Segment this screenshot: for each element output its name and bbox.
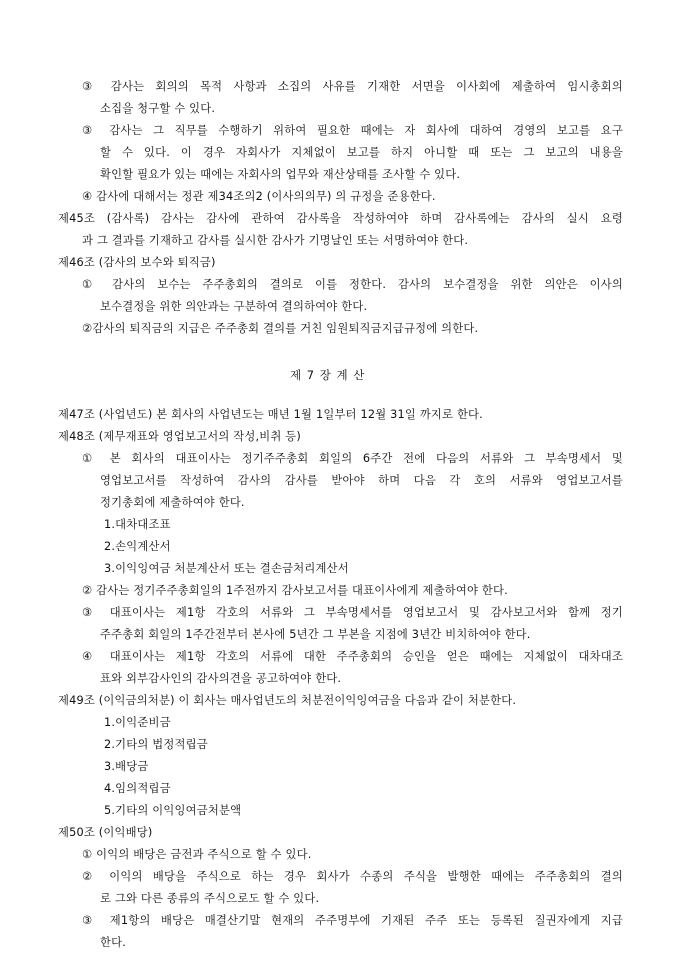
article-48-clause-3-line-2: 주주총회 회일의 1주간전부터 본사에 5년간 그 부본을 지점에 3년간 비치하여야 한다. bbox=[100, 628, 531, 641]
article-46-clause-1-line-2: 보수결정을 위한 의안과는 구분하여 결의하여야 한다. bbox=[100, 300, 368, 313]
article-48-clause-1-line-2: 영업보고서를 작성하여 감사의 감사를 받아야 하며 다음 각 호의 서류와 영업보고서를 bbox=[100, 474, 623, 487]
article-48-clause-1-line-1: ① 본 회사의 대표이사는 정기주주총회 회일의 6주간 전에 다음의 서류와 그 부속명세서 및 bbox=[82, 452, 623, 465]
article-50-clause-3-line-2: 한다. bbox=[100, 936, 127, 949]
article-44-clause-3-line-2: 할 수 있다. 이 경우 자회사가 지체없이 보고를 하지 아니할 때 또는 그 보고의 내용을 bbox=[100, 146, 623, 159]
article-44-clause-3-line-1: ③ 감사는 그 직무를 수행하기 위하여 필요한 때에는 자 회사에 대하여 경영의 보고를 요구 bbox=[82, 124, 623, 137]
article-48-clause-1-line-3: 정기총회에 제출하여야 한다. bbox=[100, 496, 245, 509]
chapter-7-heading: 제 7 장 계 산 bbox=[290, 368, 366, 382]
article-49-list-item-5: 5.기타의 이익잉여금처분액 bbox=[104, 804, 242, 817]
article-44-clause-2-line-1: ③ 감사는 회의의 목적 사항과 소집의 사유를 기재한 서면을 이사회에 제출하여 임시총회의 bbox=[82, 80, 623, 93]
article-48-list-item-1: 1.대차대조표 bbox=[104, 518, 171, 531]
article-48-list-item-2: 2.손익계산서 bbox=[104, 540, 171, 553]
article-47: 제47조 (사업년도) 본 회사의 사업년도는 매년 1월 1일부터 12월 31일 까지로 한다. bbox=[58, 408, 483, 421]
article-50-clause-3-line-1: ③ 제1항의 배당은 매결산기말 현재의 주주명부에 기재된 주주 또는 등록된 질권자에게 지급 bbox=[82, 914, 623, 927]
article-49-list-item-1: 1.이익준비금 bbox=[104, 716, 171, 729]
article-49-list-item-4: 4.임의적립금 bbox=[104, 782, 171, 795]
article-48-title: 제48조 (제무재표와 영업보고서의 작성,비취 등) bbox=[58, 430, 301, 443]
article-46-clause-1-line-1: ① 감사의 보수는 주주총회의 결의로 이를 정한다. 감사의 보수결정을 위한 의안은 이사의 bbox=[82, 278, 623, 291]
article-48-clause-4-line-2: 표와 외부감사인의 감사의견을 공고하여야 한다. bbox=[100, 672, 342, 685]
article-44-clause-3-line-3: 확인할 필요가 있는 때에는 자회사의 업무와 재산상태를 조사할 수 있다. bbox=[100, 168, 461, 181]
article-50-clause-2-line-2: 로 그와 다른 종류의 주식으로도 할 수 있다. bbox=[100, 892, 320, 905]
article-49-list-item-3: 3.배당금 bbox=[104, 760, 149, 773]
article-48-clause-4-line-1: ④ 대표이사는 제1항 각호의 서류에 대한 주주총회의 승인을 얻은 때에는 지체없이 대차대조 bbox=[82, 650, 623, 663]
article-50-clause-1: ① 이익의 배당은 금전과 주식으로 할 수 있다. bbox=[82, 848, 312, 861]
article-44-clause-2-line-2: 소집을 청구할 수 있다. bbox=[100, 102, 216, 115]
article-45-line-2: 과 그 결과를 기재하고 감사를 실시한 감사가 기명날인 또는 서명하여야 한다. bbox=[82, 234, 469, 247]
article-44-clause-4: ④ 감사에 대해서는 정관 제34조의2 (이사의의무) 의 규정을 준용한다. bbox=[82, 190, 436, 203]
article-45-line-1: 제45조 (감사록) 감사는 감사에 관하여 감사록을 작성하여야 하며 감사록에는 감사의 실시 요령 bbox=[58, 212, 623, 225]
article-49-list-item-2: 2.기타의 법정적립금 bbox=[104, 738, 208, 751]
article-50-title: 제50조 (이익배당) bbox=[58, 826, 153, 839]
article-48-clause-2: ② 감사는 정기주주총회일의 1주전까지 감사보고서를 대표이사에게 제출하여야 한다. bbox=[82, 584, 508, 597]
article-46-clause-2: ②감사의 퇴직금의 지급은 주주총회 결의를 거친 임원퇴직금지급규정에 의한다. bbox=[82, 322, 479, 335]
article-49-title: 제49조 (이익금의처분) 이 회사는 매사업년도의 처분전이익잉여금을 다음과 같이 처분한다. bbox=[58, 694, 517, 707]
article-48-clause-3-line-1: ③ 대표이사는 제1항 각호의 서류와 그 부속명세서를 영업보고서 및 감사보고서와 함께 정기 bbox=[82, 606, 623, 619]
article-50-clause-2-line-1: ② 이익의 배당을 주식으로 하는 경우 회사가 수종의 주식을 발행한 때에는 주주총회의 결의 bbox=[82, 870, 623, 883]
article-46-title: 제46조 (감사의 보수와 퇴직금) bbox=[58, 256, 216, 269]
article-48-list-item-3: 3.이익잉여금 처분계산서 또는 결손금처리계산서 bbox=[104, 562, 349, 575]
